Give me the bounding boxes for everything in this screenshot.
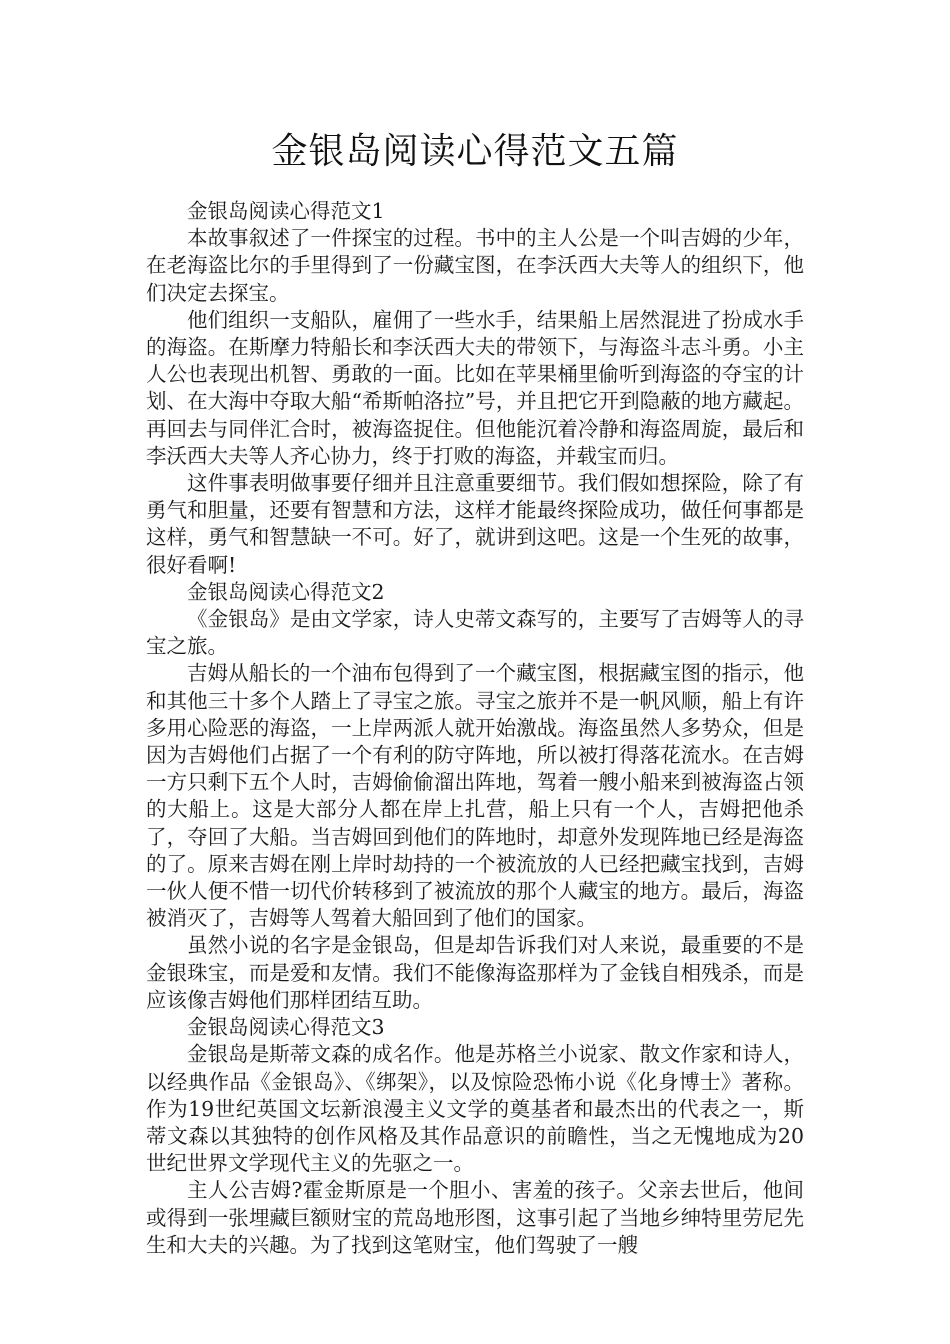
body-paragraph: 金银岛是斯蒂文森的成名作。他是苏格兰小说家、散文作家和诗人，以经典作品《金银岛》、《绑架》，以及惊险恐怖小说《化身博士》著称。作为19世纪英国文坛新浪漫主义文学的奠基者和最杰出的代表之一，斯蒂文森以其独特的创作风格及其作品意识的前瞻性，当之无愧地成为20世纪世界文学现代主义的先驱之一。 <box>146 1042 804 1176</box>
body-paragraph: 他们组织一支船队，雇佣了一些水手，结果船上居然混进了扮成水手的海盗。在斯摩力特船长和李沃西大夫的带领下，与海盗斗志斗勇。小主人公也表现出机智、勇敢的一面。比如在苹果桶里偷听到海盗的夺宝的计划、在大海中夺取大船“希斯帕洛拉”号，并且把它开到隐蔽的地方藏起。再回去与同伴汇合时，被海盗捉住。但他能沉着冷静和海盗周旋，最后和李沃西大夫等人齐心协力，终于打败的海盗，并载宝而归。 <box>146 307 804 468</box>
body-paragraph: 虽然小说的名字是金银岛，但是却告诉我们对人来说，最重要的不是金银珠宝，而是爱和友情。我们不能像海盗那样为了金钱自相残杀，而是应该像吉姆他们那样团结互助。 <box>146 933 804 1012</box>
document-title: 金银岛阅读心得范文五篇 <box>271 131 679 172</box>
body-paragraph: 《金银岛》是由文学家，诗人史蒂文森写的，主要写了吉姆等人的寻宝之旅。 <box>146 607 804 659</box>
section-heading: 金银岛阅读心得范文3 <box>187 1015 385 1040</box>
body-paragraph: 这件事表明做事要仔细并且注意重要细节。我们假如想探险，除了有勇气和胆量，还要有智慧和方法，这样才能最终探险成功，做任何事都是这样，勇气和智慧缺一不可。好了，就讲到这吧。这是一个生死的故事，很好看啊! <box>146 471 804 577</box>
body-paragraph: 本故事叙述了一件探宝的过程。书中的主人公是一个叫吉姆的少年，在老海盗比尔的手里得到了一份藏宝图，在李沃西大夫等人的组织下，他们决定去探宝。 <box>146 226 804 305</box>
section-heading: 金银岛阅读心得范文1 <box>187 199 385 223</box>
section-heading: 金银岛阅读心得范文2 <box>187 579 385 604</box>
body-paragraph: 吉姆从船长的一个油布包得到了一个藏宝图，根据藏宝图的指示，他和其他三十多个人踏上了寻宝之旅。寻宝之旅并不是一帆风顺，船上有许多用心险恶的海盗，一上岸两派人就开始激战。海盗虽然人多势众，但是因为吉姆他们占据了一个有利的防守阵地，所以被打得落花流水。在吉姆一方只剩下五个人时，吉姆偷偷溜出阵地，驾着一艘小船来到被海盗占领的大船上。这是大部分人都在岸上扎营，船上只有一个人，吉姆把他杀了，夺回了大船。当吉姆回到他们的阵地时，却意外发现阵地已经是海盗的了。原来吉姆在刚上岸时劫持的一个被流放的人已经把藏宝找到，吉姆一伙人便不惜一切代价转移到了被流放的那个人藏宝的地方。最后，海盗被消灭了，吉姆等人驾着大船回到了他们的国家。 <box>146 661 804 931</box>
body-paragraph: 主人公吉姆?霍金斯原是一个胆小、害羞的孩子。父亲去世后，他间或得到一张埋藏巨额财宝的荒岛地形图，这事引起了当地乡绅特里劳尼先生和大夫的兴趣。为了找到这笔财宝，他们驾驶了一艘 <box>146 1178 804 1257</box>
document-body <box>146 198 804 1259</box>
